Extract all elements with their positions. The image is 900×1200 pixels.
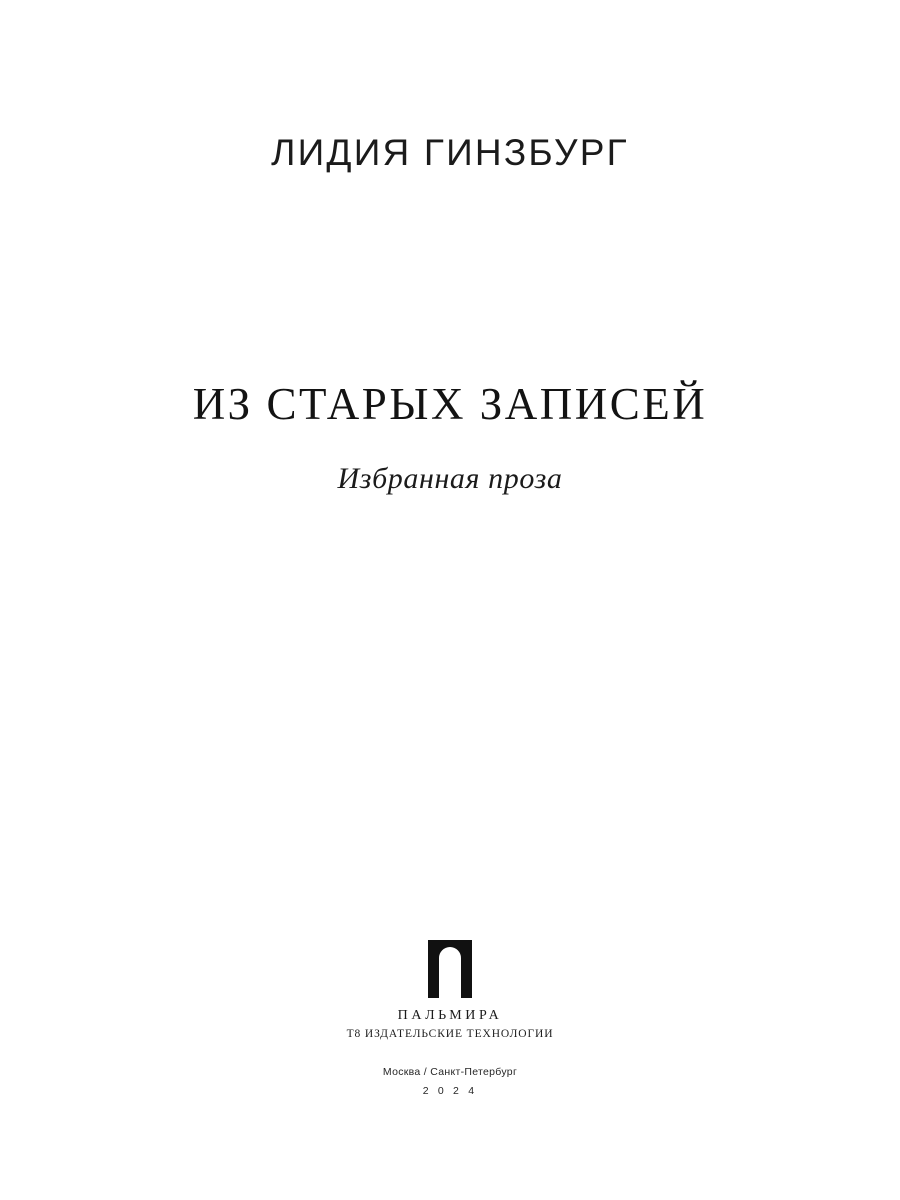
book-subtitle: Избранная проза	[337, 462, 563, 495]
publisher-imprint: Т8 ИЗДАТЕЛЬСКИЕ ТЕХНОЛОГИИ	[346, 1028, 554, 1040]
publication-year: 2 0 2 4	[422, 1085, 478, 1097]
book-title: ИЗ СТАРЫХ ЗАПИСЕЙ	[192, 379, 708, 429]
palmira-arch-logo-icon	[428, 940, 472, 998]
publisher-cities: Москва / Санкт-Петербург	[382, 1066, 518, 1078]
publisher-name: ПАЛЬМИРА	[397, 1008, 503, 1023]
publisher-block	[0, 940, 900, 1097]
book-author: ЛИДИЯ ГИНЗБУРГ	[271, 132, 629, 173]
